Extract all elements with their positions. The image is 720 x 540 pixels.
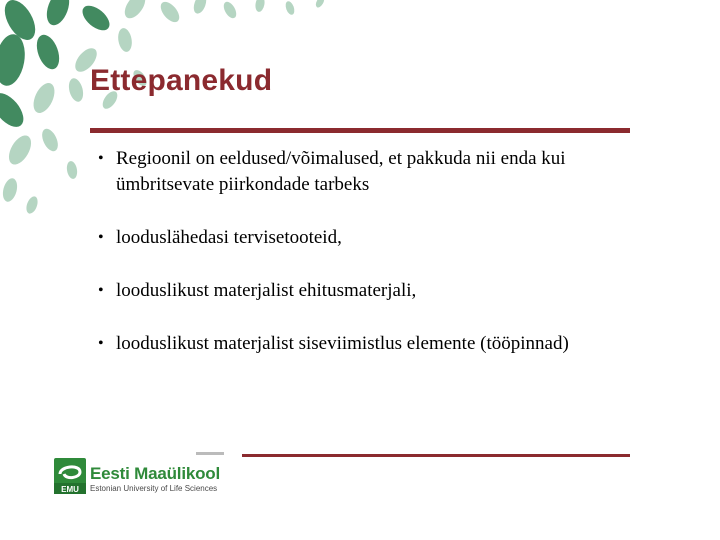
leaf-shape (1, 177, 20, 204)
logo-badge-text: EMU (61, 485, 79, 494)
leaf-shape (4, 132, 35, 169)
university-logo (54, 440, 244, 496)
leaf-shape (66, 160, 79, 179)
bullet-marker: • (98, 282, 104, 299)
bullet-item (96, 225, 656, 251)
leaf-shape (314, 0, 326, 9)
leaf-shape (29, 80, 58, 116)
emu-logo-icon (54, 458, 86, 494)
logo-subtitle: Estonian University of Life Sciences (90, 484, 218, 493)
bullet-marker: • (98, 150, 104, 167)
leaf-shape (78, 1, 114, 35)
leaf-shape (0, 88, 29, 133)
slide-title: Ettepanekud (90, 64, 273, 97)
logo-name: Eesti Maaülikool (90, 464, 221, 483)
logo-tagline-mark (196, 452, 224, 455)
bullet-text: Regioonil on eeldused/võimalused, et pakkuda nii enda kui ümbritsevate piirkondade tarbeks (116, 148, 566, 195)
leaf-shape (24, 195, 39, 215)
leaf-shape (0, 32, 29, 88)
leaf-shape (254, 0, 265, 13)
leaf-shape (157, 0, 183, 25)
bullet-text: looduslikust materjalist siseviimistlus elemente (tööpinnad) (116, 333, 569, 354)
bullet-item (96, 146, 656, 198)
bullet-item (96, 278, 656, 304)
leaf-shape (221, 0, 239, 20)
leaf-shape (67, 77, 86, 104)
bullet-marker: • (98, 229, 104, 246)
leaf-shape (191, 0, 208, 15)
bullet-list (96, 146, 656, 384)
bullet-marker: • (98, 335, 104, 352)
leaf-shape (43, 0, 74, 28)
bullet-text: looduslikust materjalist ehitusmaterjali, (116, 280, 417, 301)
bullet-item (96, 331, 656, 357)
footer-divider (242, 454, 630, 457)
leaf-shape (284, 0, 296, 16)
leaf-shape (33, 32, 64, 73)
bullet-text: looduslähedasi tervisetooteid, (116, 227, 342, 248)
leaf-shape (121, 0, 150, 22)
title-divider (90, 128, 630, 133)
leaf-shape (39, 126, 61, 153)
leaf-shape (116, 27, 133, 53)
